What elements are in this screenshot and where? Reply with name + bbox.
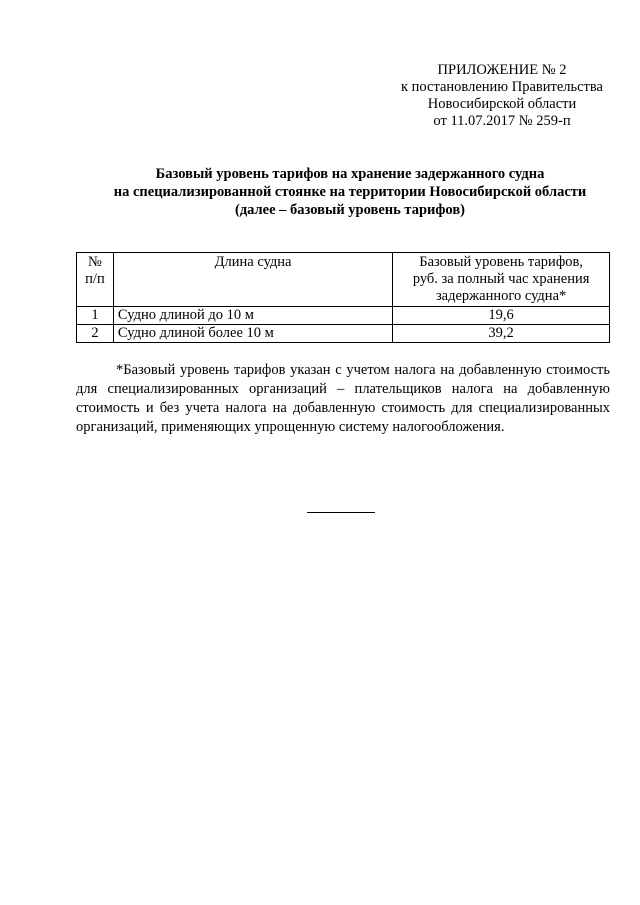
row-vessel-length: Судно длиной до 10 м	[113, 307, 392, 325]
appendix-region: Новосибирской области	[427, 96, 577, 112]
document-title	[60, 165, 640, 219]
title-line-3: (далее – базовый уровень тарифов)	[235, 202, 465, 218]
tariff-footnote: *Базовый уровень тарифов указан с учетом налога на добавленную стоимость для специализированных организаций – плательщиков налога на добавленную стоимость и без учета налога на добавленную стоимость для специализированных организаций, применяющих упрощенную систему налогообложения.	[76, 362, 610, 435]
row-vessel-length: Судно длиной более 10 м	[113, 325, 392, 343]
table-header-row	[77, 253, 610, 307]
row-number: 1	[77, 307, 114, 325]
table-row	[77, 325, 610, 343]
header-vessel-length: Длина судна	[113, 253, 392, 307]
appendix-resolution: к постановлению Правительства	[401, 79, 603, 95]
table-row	[77, 307, 610, 325]
title-line-1: Базовый уровень тарифов на хранение задержанного судна	[155, 166, 545, 182]
header-number: № п/п	[77, 253, 114, 307]
closing-rule	[307, 512, 375, 513]
title-line-2: на специализированной стоянке на территории Новосибирской области	[113, 184, 587, 200]
row-base-rate: 19,6	[393, 307, 610, 325]
appendix-label: ПРИЛОЖЕНИЕ № 2	[437, 62, 567, 78]
appendix-date-number: от 11.07.2017 № 259-п	[433, 113, 571, 129]
row-base-rate: 39,2	[393, 325, 610, 343]
appendix-header	[394, 62, 610, 130]
tariff-table	[76, 252, 610, 343]
row-number: 2	[77, 325, 114, 343]
header-base-rate: Базовый уровень тарифов, руб. за полный час хранения задержанного судна*	[393, 253, 610, 307]
